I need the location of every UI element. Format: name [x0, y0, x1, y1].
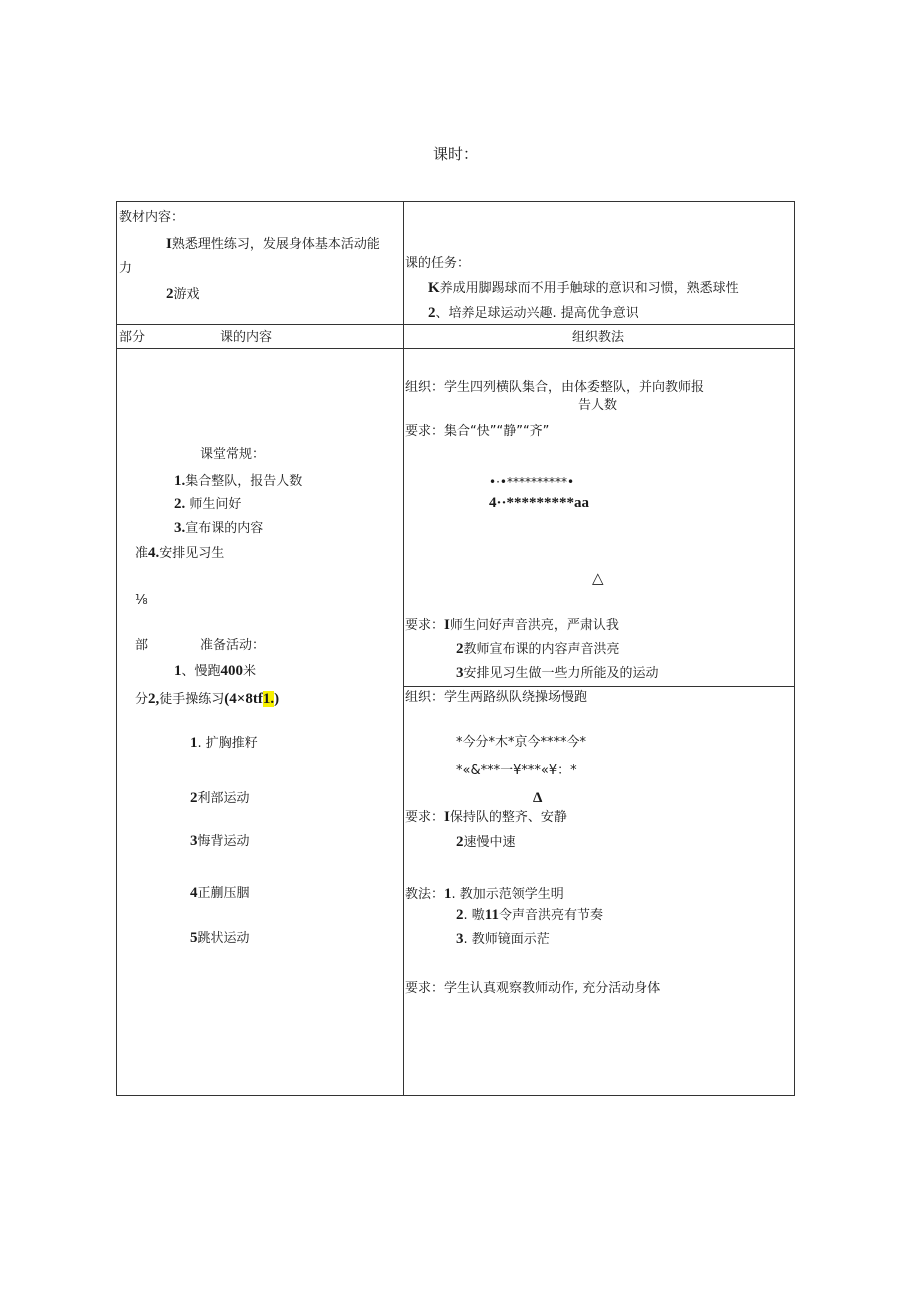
- exercise-item-3: [190, 833, 250, 850]
- column-header-method: 组织教法: [572, 330, 625, 345]
- prep-gym: [135, 691, 279, 708]
- req2-number: 2: [456, 641, 464, 657]
- req2-number: 3: [456, 665, 464, 681]
- teacher-triangle-icon: △: [592, 569, 604, 587]
- req3-number: 2: [456, 834, 464, 850]
- exercise-number: 1: [190, 735, 198, 751]
- exercise-number: 4: [190, 885, 198, 901]
- req2-text: 师生问好声音洪亮，严肃认我: [449, 618, 619, 633]
- part-label-char-fen: 分: [135, 692, 149, 707]
- side-mark: ⅛: [135, 593, 148, 608]
- formation2-row-2: *«&***一¥***«¥：*: [456, 763, 577, 778]
- method-item-1: [405, 886, 564, 903]
- task-label: 课的任务：: [405, 256, 471, 271]
- exercise-number: 5: [190, 930, 198, 946]
- formation2-row-1: *今分*木*京今****今*: [456, 735, 587, 750]
- req3-number: I: [444, 809, 450, 825]
- req3-text: 速慢中速: [463, 835, 516, 850]
- task-item-text: 养成用脚踢球而不用手触球的意识和习惯，熟悉球性: [439, 281, 739, 296]
- routine-item-text: 师生问好: [185, 497, 242, 512]
- method-text: . 教师镜面示茫: [463, 932, 550, 947]
- table-rule-header: [116, 324, 795, 325]
- exercise-number: 2: [190, 790, 198, 806]
- req2-text: 教师宣布课的内容声音洪亮: [463, 642, 620, 657]
- highlight-mark: 1.: [262, 691, 275, 707]
- exercise-item-4: [190, 885, 250, 902]
- req2-item-1: [405, 617, 619, 634]
- table-rule-right-section: [403, 686, 795, 687]
- exercise-number: 3: [190, 833, 198, 849]
- exercise-text: . 扩胸推籽: [197, 736, 258, 751]
- material-item-1: [166, 236, 380, 253]
- method-number: 2: [456, 907, 464, 923]
- method-label: 教法：: [405, 887, 445, 902]
- routine-item-text: 安排见习生: [159, 546, 225, 561]
- routine-item-1: [174, 473, 302, 490]
- page-title: 课时：: [433, 145, 479, 163]
- org2-text: 组织：学生两路纵队绕操场慢跑: [405, 690, 588, 705]
- org1-text-cont: 告人数: [578, 398, 618, 413]
- routine-item-number: 1.: [174, 473, 186, 489]
- method-number: 3: [456, 931, 464, 947]
- method-text: . 教加示范领学生明: [451, 887, 564, 902]
- task-item-text: 、培养足球运动兴趣. 提高优争意识: [435, 306, 639, 321]
- task-item-2: [428, 305, 639, 322]
- req3-text: 保持队的整齐、安静: [449, 810, 567, 825]
- prep-run: [174, 663, 256, 680]
- req2-item-3: [456, 665, 659, 682]
- routine-item-2: [174, 496, 241, 513]
- method-bold-digits: 11: [484, 907, 499, 923]
- prep-gym-count-close: ): [274, 691, 280, 707]
- exercise-item-2: [190, 790, 250, 807]
- routine-item-number: 2.: [174, 496, 186, 512]
- method-number: 1: [444, 886, 452, 902]
- req1-text: 要求：集合“快”“静”“齐”: [405, 424, 550, 439]
- routine-item-text: 宣布课的内容: [185, 521, 264, 536]
- req3-item-1: [405, 809, 567, 826]
- part-label-char-bu: 部: [135, 638, 149, 653]
- material-item-number: 2: [166, 286, 174, 302]
- material-item-text: 游戏: [173, 287, 200, 302]
- prep-run-amount: 400: [220, 663, 244, 679]
- req2-text: 安排见习生做一些力所能及的运动: [463, 666, 659, 681]
- material-label: 教材内容：: [119, 210, 185, 225]
- exercise-item-1: [190, 735, 258, 752]
- task-item-1: [428, 280, 739, 297]
- req3-item-2: [456, 834, 516, 851]
- exercise-text: 利部运动: [197, 791, 250, 806]
- method-item-3: [456, 931, 550, 948]
- org1-text: 组织：学生四列横队集合，由体委整队，并向教师报: [405, 380, 705, 395]
- exercise-text: 正蒯压胭: [197, 886, 250, 901]
- prep-gym-number: 2,: [148, 691, 160, 707]
- prep-run-unit: 米: [243, 664, 257, 679]
- material-item-wrap: 力: [119, 261, 133, 276]
- table-divider-vertical: [403, 201, 404, 1096]
- routine-item-number: 4.: [148, 545, 160, 561]
- material-item-text: 熟悉理性练习，发展身体基本活动能: [171, 237, 380, 252]
- column-header-content: 课的内容: [220, 330, 273, 345]
- req2-item-2: [456, 641, 620, 658]
- task-item-number: 2: [428, 305, 436, 321]
- table-rule-columns: [116, 348, 795, 349]
- exercise-item-5: [190, 930, 250, 947]
- routine-item-text: 集合整队，报告人数: [185, 474, 303, 489]
- exercise-text: 跳状运动: [197, 931, 250, 946]
- material-item-2: [166, 286, 200, 303]
- teacher-delta-icon: Δ: [533, 790, 543, 806]
- method-text: . 嗷: [463, 908, 485, 923]
- method-item-2: [456, 907, 603, 924]
- prep-gym-text: 徒手操练习: [159, 692, 225, 707]
- routine-item-3: [174, 520, 263, 537]
- prep-run-number: 1: [174, 663, 182, 679]
- part-label-char: 准: [135, 546, 149, 561]
- req3-label: 要求：: [405, 810, 445, 825]
- material-item-number: I: [166, 236, 172, 252]
- task-item-number: K: [428, 280, 440, 296]
- req2-number: I: [444, 617, 450, 633]
- formation1-row-1: •·•**********•: [489, 475, 575, 489]
- exercise-text: 悔背运动: [197, 834, 250, 849]
- formation1-row-2: 4··*********aa: [489, 495, 590, 511]
- prep-run-text: 、慢跑: [181, 664, 221, 679]
- prep-title: 准备活动：: [200, 638, 266, 653]
- req2-label: 要求：: [405, 618, 445, 633]
- routine-title: 课堂常规：: [200, 447, 266, 462]
- column-header-part: 部分: [119, 330, 146, 345]
- req4-text: 要求：学生认真观察教师动作, 充分活动身体: [405, 981, 661, 996]
- method-text-rest: 令声音洪亮有节奏: [498, 908, 603, 923]
- prep-gym-count: (4×8tf: [224, 691, 263, 707]
- routine-item-4: [135, 545, 224, 562]
- routine-item-number: 3.: [174, 520, 186, 536]
